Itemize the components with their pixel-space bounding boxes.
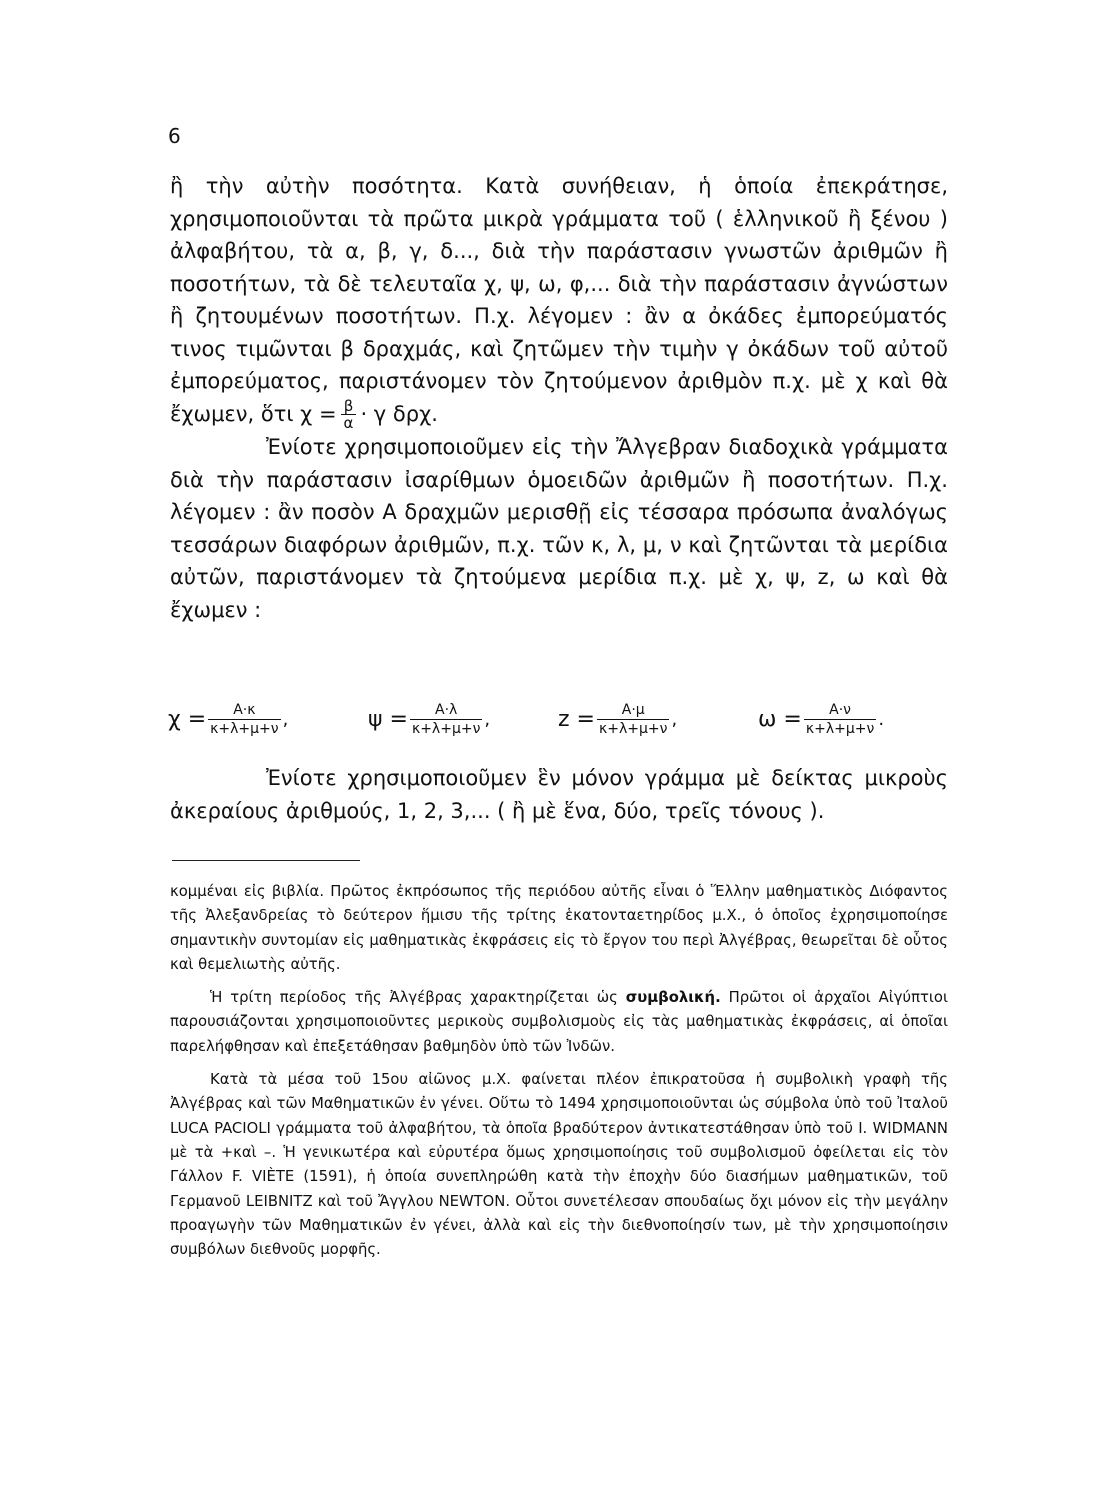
paragraph-1-tail: · γ δρχ. [360, 401, 438, 426]
formula-fraction [804, 701, 876, 738]
formula-chi [168, 690, 288, 748]
footnote-paragraph-1: κομμέναι εἰς βιβλία. Πρῶτος ἐκπρόσωπος τῆς περιόδου αὐτῆς εἶναι ὁ Ἕλλην μαθηματικὸς Διόφαντος τῆς Ἀλεξανδρείας τὸ δεύτερον ἥμισυ τῆς τρίτης ἑκατονταετηρίδος μ.Χ., ὁ ὁποῖος ἐχρησιμοποίησε σημαντικὴν συντομίαν εἰς μαθηματικὰς ἐκφράσεις εἰς τὸ ἔργον του περὶ Ἀλγέβρας, θεωρεῖται δὲ οὗτος καὶ θεμελιωτὴς αὐτῆς. [170, 883, 948, 973]
formula-denominator: κ+λ+μ+ν [411, 720, 481, 737]
formula-fraction [410, 701, 482, 738]
formula-fraction [208, 701, 280, 738]
formula-denominator: κ+λ+μ+ν [598, 720, 668, 737]
formula-numerator: Α·μ [597, 701, 669, 720]
formula-punctuation: . [878, 708, 885, 730]
inline-fraction-numerator: β [341, 398, 357, 415]
paragraph-1 [170, 170, 948, 431]
footnote-paragraph-2-text: Ἡ τρίτη περίοδος τῆς Ἀλγέβρας χαρακτηρίζεται ὡς [210, 989, 618, 1007]
formula-numerator: Α·ν [804, 701, 876, 720]
page-number: 6 [168, 124, 181, 148]
formula-variable: χ = [168, 706, 207, 732]
formula-numerator: Α·λ [410, 701, 482, 720]
formula-numerator: Α·κ [208, 701, 280, 720]
main-text [170, 170, 948, 626]
paragraph-2: Ἐνίοτε χρησιμοποιοῦμεν εἰς τὴν Ἄλγεβραν διαδοχικὰ γράμματα διὰ τὴν παράστασιν ἰσαρίθμων ὁμοειδῶν ἀριθμῶν ἢ ποσοτήτων. Π.χ. λέγομεν : ἂν ποσὸν Α δραχμῶν μερισθῇ εἰς τέσσαρα πρόσωπα ἀναλόγως τεσσάρων διαφόρων ἀριθμῶν, π.χ. τῶν κ, λ, μ, ν καὶ ζητῶνται τὰ μερίδια αὐτῶν, παριστάνομεν τὰ ζητούμενα μερίδια π.χ. μὲ χ, ψ, z, ω καὶ θὰ ἔχωμεν : [170, 435, 948, 622]
formula-variable: z = [558, 706, 595, 732]
footnote-separator [172, 860, 360, 861]
formula-denominator: κ+λ+μ+ν [210, 720, 279, 737]
formula-z [558, 690, 677, 748]
formula-punctuation: , [671, 708, 678, 730]
formula-omega [758, 690, 884, 748]
footnote-emphasis: συμβολική. [625, 989, 721, 1007]
inline-fraction [341, 398, 357, 431]
formula-variable: ω = [758, 706, 802, 732]
formula-punctuation: , [282, 708, 289, 730]
footnote-paragraph-3: Κατὰ τὰ μέσα τοῦ 15ου αἰῶνος μ.Χ. φαίνεται πλέον ἐπικρατοῦσα ἡ συμβολικὴ γραφὴ τῆς Ἀλγέβρας καὶ τῶν Μαθηματικῶν ἐν γένει. Οὕτω τὸ 1494 χρησιμοποιοῦνται ὡς σύμβολα ὑπὸ τοῦ Ἰταλοῦ LUCA PACIOLI γράμματα τοῦ ἀλφαβήτου, τὰ ὁποῖα βραδύτερον ἀντικατεστάθησαν ὑπὸ τοῦ I. WIDMANN μὲ τὰ +καὶ –. Ἡ γενικωτέρα καὶ εὐρυτέρα ὅμως χρησιμοποίησις τοῦ συμβολισμοῦ ὀφείλεται εἰς τὸν Γάλλον F. VIÈTE (1591), ἡ ὁποία συνεπληρώθη κατὰ τὴν ἐποχὴν δύο διασήμων μαθηματικῶν, τοῦ Γερμανοῦ LEIBNITZ καὶ τοῦ Ἄγγλου NEWTON. Οὗτοι συνετέλεσαν σπουδαίως ὄχι μόνον εἰς τὴν μεγάλην προαγωγὴν τῶν Μαθηματικῶν ἐν γένει, ἀλλὰ καὶ εἰς τὴν διεθνοποίησίν των, μὲ τὴν χρησιμοποίησιν συμβόλων διεθνοῦς μορφῆς. [170, 1071, 948, 1259]
formula-punctuation: , [484, 708, 491, 730]
main-text-continued [170, 762, 948, 827]
formula-row [168, 690, 958, 748]
formula-denominator: κ+λ+μ+ν [805, 720, 875, 737]
formula-variable: ψ = [368, 706, 408, 732]
inline-fraction-denominator: α [343, 414, 354, 432]
paragraph-1-text: ἢ τὴν αὐτὴν ποσότητα. Κατὰ συνήθειαν, ἡ ὁποία ἐπεκράτησε, χρησιμοποιοῦνται τὰ πρῶτα μικρὰ γράμματα τοῦ ( ἑλληνικοῦ ἢ ξένου ) ἀλφαβήτου, τὰ α, β, γ, δ..., διὰ τὴν παράστασιν γνωστῶν ἀριθμῶν ἢ ποσοτήτων, τὰ δὲ τελευταῖα χ, ψ, ω, φ,... διὰ τὴν παράστασιν ἀγνώστων ἢ ζητουμένων ποσοτήτων. Π.χ. λέγομεν : ἂν α ὀκάδες ἐμπορεύματός τινος τιμῶνται β δραχμάς, καὶ ζητῶμεν τὴν τιμὴν γ ὀκάδων τοῦ αὐτοῦ ἐμπορεύματος, παριστάνομεν τὸν ζητούμενον ἀριθμὸν π.χ. μὲ χ καὶ θὰ ἔχωμεν, ὅτι χ = [170, 174, 948, 426]
paragraph-3: Ἐνίοτε χρησιμοποιοῦμεν ἓν μόνον γράμμα μὲ δείκτας μικροὺς ἀκεραίους ἀριθμούς, 1, 2, 3,... ( ἢ μὲ ἕνα, δύο, τρεῖς τόνους ). [170, 766, 948, 823]
formula-fraction [597, 701, 669, 738]
formula-psi [368, 690, 490, 748]
footnotes [170, 880, 948, 1262]
footnote-paragraph-2 [170, 986, 948, 1059]
footnote-paragraph-2-rest: Πρῶτοι οἱ ἀρχαῖοι Αἰγύπτιοι παρουσιάζονται χρησιμοποιοῦντες μερικοὺς συμβολισμοὺς εἰς τὰς μαθηματικὰς ἐκφράσεις, αἱ ὁποῖαι παρελήφθησαν καὶ ἐπεξετάθησαν βαθμηδὸν ὑπὸ τῶν Ἰνδῶν. [170, 989, 948, 1055]
